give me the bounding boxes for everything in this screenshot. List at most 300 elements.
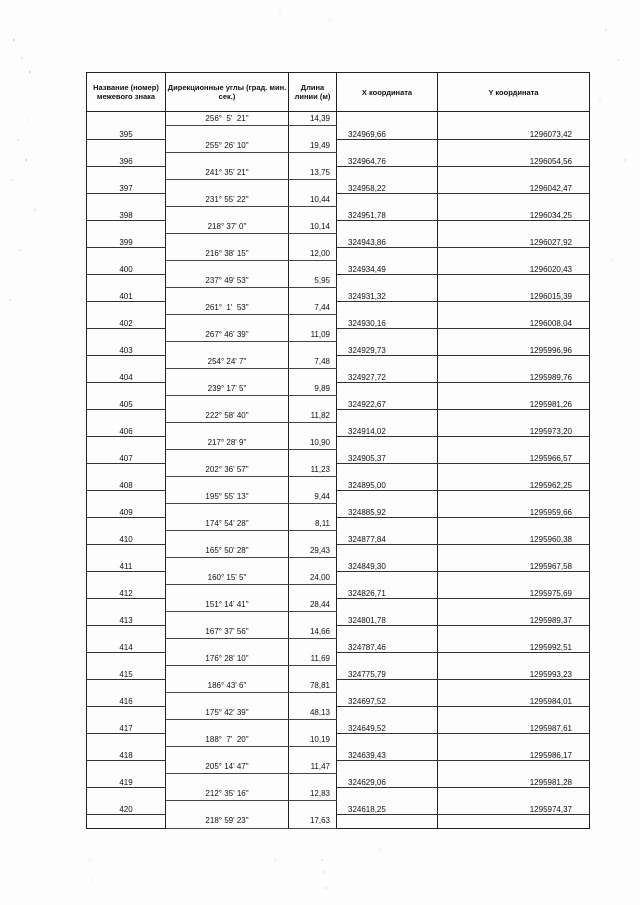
- direction-angle: 237° 49' 53": [166, 274, 289, 288]
- empty-cell: [166, 639, 289, 653]
- empty-cell: [166, 747, 289, 761]
- line-length: 10,19: [289, 733, 337, 747]
- y-coordinate: 1296008,04: [438, 315, 590, 329]
- direction-angle: 195° 55' 13": [166, 490, 289, 504]
- segment-row: [87, 571, 590, 585]
- direction-angle: 222° 58' 40": [166, 409, 289, 423]
- empty-cell: [289, 531, 337, 545]
- line-length: 10,14: [289, 220, 337, 234]
- table-body: [87, 112, 590, 829]
- direction-angle: 231° 55' 22": [166, 193, 289, 207]
- header-angle: Дирекционные углы (град. мин. сек.): [166, 73, 289, 112]
- y-coordinate: 1295989,76: [438, 369, 590, 383]
- empty-cell: [289, 639, 337, 653]
- point-row: [87, 693, 590, 707]
- empty-cell: [438, 544, 590, 558]
- segment-row: [87, 355, 590, 369]
- empty-cell: [87, 733, 166, 747]
- line-length: 9,89: [289, 382, 337, 396]
- y-coordinate: 1296020,43: [438, 261, 590, 275]
- boundary-points-table-sheet: [86, 72, 589, 829]
- empty-cell: [87, 625, 166, 639]
- empty-cell: [166, 261, 289, 275]
- empty-cell: [166, 180, 289, 194]
- point-name: 406: [87, 423, 166, 437]
- y-coordinate: 1295959,66: [438, 504, 590, 518]
- empty-cell: [87, 598, 166, 612]
- y-coordinate: 1295967,58: [438, 558, 590, 572]
- direction-angle: 151° 14' 41": [166, 598, 289, 612]
- empty-cell: [87, 274, 166, 288]
- point-row: [87, 180, 590, 194]
- empty-cell: [438, 787, 590, 801]
- segment-row: [87, 814, 590, 828]
- empty-cell: [166, 585, 289, 599]
- point-name: 419: [87, 774, 166, 788]
- x-coordinate: 324930,16: [337, 315, 438, 329]
- y-coordinate: 1295987,61: [438, 720, 590, 734]
- line-length: 8,11: [289, 517, 337, 531]
- empty-cell: [289, 423, 337, 437]
- line-length: 11,69: [289, 652, 337, 666]
- empty-cell: [166, 801, 289, 815]
- empty-cell: [166, 423, 289, 437]
- empty-cell: [337, 139, 438, 153]
- point-row: [87, 774, 590, 788]
- line-length: 11,23: [289, 463, 337, 477]
- empty-cell: [166, 207, 289, 221]
- x-coordinate: 324877,84: [337, 531, 438, 545]
- empty-cell: [438, 814, 590, 828]
- empty-cell: [438, 301, 590, 315]
- empty-cell: [337, 193, 438, 207]
- line-length: 9,44: [289, 490, 337, 504]
- segment-row: [87, 544, 590, 558]
- y-coordinate: 1295981,28: [438, 774, 590, 788]
- empty-cell: [166, 504, 289, 518]
- point-name: 417: [87, 720, 166, 734]
- empty-cell: [87, 760, 166, 774]
- point-row: [87, 423, 590, 437]
- line-length: 10,44: [289, 193, 337, 207]
- empty-cell: [337, 274, 438, 288]
- empty-cell: [166, 558, 289, 572]
- empty-cell: [438, 139, 590, 153]
- x-coordinate: 324826,71: [337, 585, 438, 599]
- empty-cell: [87, 112, 166, 126]
- point-row: [87, 558, 590, 572]
- empty-cell: [337, 517, 438, 531]
- point-name: 403: [87, 342, 166, 356]
- point-row: [87, 234, 590, 248]
- empty-cell: [166, 342, 289, 356]
- point-row: [87, 612, 590, 626]
- y-coordinate: 1296027,92: [438, 234, 590, 248]
- x-coordinate: 324639,43: [337, 747, 438, 761]
- segment-row: [87, 679, 590, 693]
- empty-cell: [337, 355, 438, 369]
- empty-cell: [438, 760, 590, 774]
- point-row: [87, 369, 590, 383]
- table-header-row: [87, 73, 590, 112]
- empty-cell: [87, 571, 166, 585]
- empty-cell: [289, 126, 337, 140]
- point-name: 420: [87, 801, 166, 815]
- empty-cell: [438, 112, 590, 126]
- direction-angle: 205° 14' 47": [166, 760, 289, 774]
- line-length: 11,47: [289, 760, 337, 774]
- empty-cell: [438, 382, 590, 396]
- empty-cell: [289, 234, 337, 248]
- y-coordinate: 1295981,26: [438, 396, 590, 410]
- x-coordinate: 324629,06: [337, 774, 438, 788]
- y-coordinate: 1295992,51: [438, 639, 590, 653]
- point-name: 407: [87, 450, 166, 464]
- x-coordinate: 324905,37: [337, 450, 438, 464]
- segment-row: [87, 760, 590, 774]
- point-name: 405: [87, 396, 166, 410]
- point-row: [87, 477, 590, 491]
- point-name: 408: [87, 477, 166, 491]
- segment-row: [87, 733, 590, 747]
- y-coordinate: 1295973,20: [438, 423, 590, 437]
- empty-cell: [337, 247, 438, 261]
- empty-cell: [87, 544, 166, 558]
- empty-cell: [289, 288, 337, 302]
- empty-cell: [87, 220, 166, 234]
- empty-cell: [87, 247, 166, 261]
- header-x: X координата: [337, 73, 438, 112]
- direction-angle: 254° 24' 7": [166, 355, 289, 369]
- empty-cell: [166, 477, 289, 491]
- direction-angle: 188° 7' 20": [166, 733, 289, 747]
- x-coordinate: 324929,73: [337, 342, 438, 356]
- line-length: 11,09: [289, 328, 337, 342]
- empty-cell: [87, 139, 166, 153]
- segment-row: [87, 409, 590, 423]
- x-coordinate: 324849,30: [337, 558, 438, 572]
- empty-cell: [289, 693, 337, 707]
- direction-angle: 267° 46' 39": [166, 328, 289, 342]
- segment-row: [87, 787, 590, 801]
- x-coordinate: 324787,46: [337, 639, 438, 653]
- x-coordinate: 324697,52: [337, 693, 438, 707]
- empty-cell: [289, 342, 337, 356]
- point-name: 401: [87, 288, 166, 302]
- empty-cell: [337, 760, 438, 774]
- point-name: 396: [87, 153, 166, 167]
- empty-cell: [87, 517, 166, 531]
- empty-cell: [289, 558, 337, 572]
- point-row: [87, 666, 590, 680]
- empty-cell: [289, 666, 337, 680]
- segment-row: [87, 652, 590, 666]
- empty-cell: [166, 720, 289, 734]
- empty-cell: [438, 490, 590, 504]
- empty-cell: [166, 369, 289, 383]
- segment-row: [87, 301, 590, 315]
- segment-row: [87, 166, 590, 180]
- point-name: 416: [87, 693, 166, 707]
- direction-angle: 167° 37' 56": [166, 625, 289, 639]
- coordinates-table: [86, 72, 590, 829]
- point-name: 409: [87, 504, 166, 518]
- empty-cell: [166, 693, 289, 707]
- direction-angle: 202° 36' 57": [166, 463, 289, 477]
- empty-cell: [438, 733, 590, 747]
- empty-cell: [337, 733, 438, 747]
- empty-cell: [166, 288, 289, 302]
- x-coordinate: 324801,78: [337, 612, 438, 626]
- empty-cell: [166, 126, 289, 140]
- point-name: 412: [87, 585, 166, 599]
- point-name: 400: [87, 261, 166, 275]
- point-row: [87, 126, 590, 140]
- empty-cell: [337, 814, 438, 828]
- line-length: 12,00: [289, 247, 337, 261]
- x-coordinate: 324934,49: [337, 261, 438, 275]
- empty-cell: [438, 409, 590, 423]
- empty-cell: [87, 301, 166, 315]
- empty-cell: [289, 612, 337, 626]
- empty-cell: [438, 355, 590, 369]
- empty-cell: [289, 477, 337, 491]
- line-length: 14,66: [289, 625, 337, 639]
- y-coordinate: 1296042,47: [438, 180, 590, 194]
- line-length: 11,82: [289, 409, 337, 423]
- empty-cell: [87, 382, 166, 396]
- y-coordinate: 1295960,38: [438, 531, 590, 545]
- empty-cell: [87, 463, 166, 477]
- point-name: 418: [87, 747, 166, 761]
- empty-cell: [438, 436, 590, 450]
- direction-angle: 186° 43' 6": [166, 679, 289, 693]
- y-coordinate: 1295996,96: [438, 342, 590, 356]
- empty-cell: [337, 544, 438, 558]
- empty-cell: [438, 328, 590, 342]
- empty-cell: [438, 679, 590, 693]
- line-length: 24,00: [289, 571, 337, 585]
- empty-cell: [87, 787, 166, 801]
- empty-cell: [87, 409, 166, 423]
- direction-angle: 216° 38' 15": [166, 247, 289, 261]
- empty-cell: [289, 774, 337, 788]
- empty-cell: [87, 355, 166, 369]
- line-length: 13,75: [289, 166, 337, 180]
- point-row: [87, 504, 590, 518]
- empty-cell: [166, 666, 289, 680]
- point-name: 402: [87, 315, 166, 329]
- direction-angle: 255° 26' 10": [166, 139, 289, 153]
- x-coordinate: 324775,79: [337, 666, 438, 680]
- direction-angle: 218° 37' 0": [166, 220, 289, 234]
- direction-angle: 160° 15' 5": [166, 571, 289, 585]
- y-coordinate: 1296073,42: [438, 126, 590, 140]
- empty-cell: [166, 396, 289, 410]
- empty-cell: [337, 382, 438, 396]
- header-length: Длина линии (м): [289, 73, 337, 112]
- empty-cell: [87, 166, 166, 180]
- empty-cell: [337, 220, 438, 234]
- y-coordinate: 1295975,69: [438, 585, 590, 599]
- segment-row: [87, 139, 590, 153]
- x-coordinate: 324927,72: [337, 369, 438, 383]
- segment-row: [87, 382, 590, 396]
- empty-cell: [289, 369, 337, 383]
- empty-cell: [337, 598, 438, 612]
- point-name: 411: [87, 558, 166, 572]
- y-coordinate: 1295966,57: [438, 450, 590, 464]
- x-coordinate: 324885,92: [337, 504, 438, 518]
- empty-cell: [289, 261, 337, 275]
- segment-row: [87, 247, 590, 261]
- empty-cell: [337, 301, 438, 315]
- x-coordinate: 324649,52: [337, 720, 438, 734]
- segment-row: [87, 112, 590, 126]
- empty-cell: [438, 625, 590, 639]
- x-coordinate: 324922,67: [337, 396, 438, 410]
- line-length: 17,63: [289, 814, 337, 828]
- segment-row: [87, 598, 590, 612]
- empty-cell: [337, 328, 438, 342]
- line-length: 10,90: [289, 436, 337, 450]
- empty-cell: [166, 450, 289, 464]
- empty-cell: [438, 517, 590, 531]
- segment-row: [87, 274, 590, 288]
- empty-cell: [337, 436, 438, 450]
- y-coordinate: 1296034,25: [438, 207, 590, 221]
- direction-angle: 256° 5' 21": [166, 112, 289, 126]
- point-row: [87, 720, 590, 734]
- empty-cell: [337, 463, 438, 477]
- empty-cell: [87, 652, 166, 666]
- empty-cell: [166, 774, 289, 788]
- segment-row: [87, 463, 590, 477]
- line-length: 7,48: [289, 355, 337, 369]
- empty-cell: [289, 396, 337, 410]
- point-row: [87, 585, 590, 599]
- empty-cell: [87, 706, 166, 720]
- point-name: 398: [87, 207, 166, 221]
- empty-cell: [289, 585, 337, 599]
- empty-cell: [166, 315, 289, 329]
- point-row: [87, 315, 590, 329]
- point-name: 413: [87, 612, 166, 626]
- empty-cell: [337, 652, 438, 666]
- empty-cell: [289, 504, 337, 518]
- empty-cell: [438, 706, 590, 720]
- empty-cell: [289, 207, 337, 221]
- empty-cell: [337, 571, 438, 585]
- y-coordinate: 1295989,37: [438, 612, 590, 626]
- segment-row: [87, 328, 590, 342]
- empty-cell: [166, 234, 289, 248]
- empty-cell: [166, 612, 289, 626]
- line-length: 78,81: [289, 679, 337, 693]
- empty-cell: [438, 598, 590, 612]
- point-row: [87, 261, 590, 275]
- point-name: 395: [87, 126, 166, 140]
- empty-cell: [166, 531, 289, 545]
- y-coordinate: 1295984,01: [438, 693, 590, 707]
- y-coordinate: 1295974,37: [438, 801, 590, 815]
- point-row: [87, 639, 590, 653]
- line-length: 19,49: [289, 139, 337, 153]
- empty-cell: [337, 409, 438, 423]
- empty-cell: [337, 166, 438, 180]
- empty-cell: [87, 490, 166, 504]
- empty-cell: [337, 112, 438, 126]
- empty-cell: [438, 166, 590, 180]
- empty-cell: [438, 220, 590, 234]
- empty-cell: [289, 720, 337, 734]
- empty-cell: [337, 625, 438, 639]
- direction-angle: 165° 50' 28": [166, 544, 289, 558]
- x-coordinate: 324964,76: [337, 153, 438, 167]
- point-row: [87, 531, 590, 545]
- empty-cell: [289, 315, 337, 329]
- y-coordinate: 1296015,39: [438, 288, 590, 302]
- direction-angle: 217° 28' 9": [166, 436, 289, 450]
- empty-cell: [337, 490, 438, 504]
- empty-cell: [87, 193, 166, 207]
- empty-cell: [289, 450, 337, 464]
- segment-row: [87, 436, 590, 450]
- direction-angle: 239° 17' 5": [166, 382, 289, 396]
- empty-cell: [87, 679, 166, 693]
- y-coordinate: 1295993,23: [438, 666, 590, 680]
- line-length: 48,13: [289, 706, 337, 720]
- x-coordinate: 324895,00: [337, 477, 438, 491]
- x-coordinate: 324951,78: [337, 207, 438, 221]
- empty-cell: [337, 706, 438, 720]
- empty-cell: [337, 679, 438, 693]
- empty-cell: [289, 801, 337, 815]
- direction-angle: 241° 35' 21": [166, 166, 289, 180]
- direction-angle: 218° 59' 23": [166, 814, 289, 828]
- empty-cell: [438, 247, 590, 261]
- empty-cell: [438, 652, 590, 666]
- x-coordinate: 324958,22: [337, 180, 438, 194]
- x-coordinate: 324914,02: [337, 423, 438, 437]
- point-row: [87, 342, 590, 356]
- direction-angle: 174° 54' 28": [166, 517, 289, 531]
- point-row: [87, 153, 590, 167]
- direction-angle: 175° 42' 39": [166, 706, 289, 720]
- empty-cell: [166, 153, 289, 167]
- line-length: 5,95: [289, 274, 337, 288]
- empty-cell: [337, 787, 438, 801]
- empty-cell: [289, 747, 337, 761]
- point-name: 410: [87, 531, 166, 545]
- empty-cell: [438, 571, 590, 585]
- point-name: 399: [87, 234, 166, 248]
- point-row: [87, 288, 590, 302]
- point-name: 397: [87, 180, 166, 194]
- segment-row: [87, 220, 590, 234]
- y-coordinate: 1296054,56: [438, 153, 590, 167]
- direction-angle: 261° 1' 53": [166, 301, 289, 315]
- y-coordinate: 1295986,17: [438, 747, 590, 761]
- segment-row: [87, 706, 590, 720]
- x-coordinate: 324931,32: [337, 288, 438, 302]
- point-row: [87, 801, 590, 815]
- point-name: 404: [87, 369, 166, 383]
- segment-row: [87, 517, 590, 531]
- direction-angle: 176° 28' 10": [166, 652, 289, 666]
- line-length: 14,39: [289, 112, 337, 126]
- segment-row: [87, 193, 590, 207]
